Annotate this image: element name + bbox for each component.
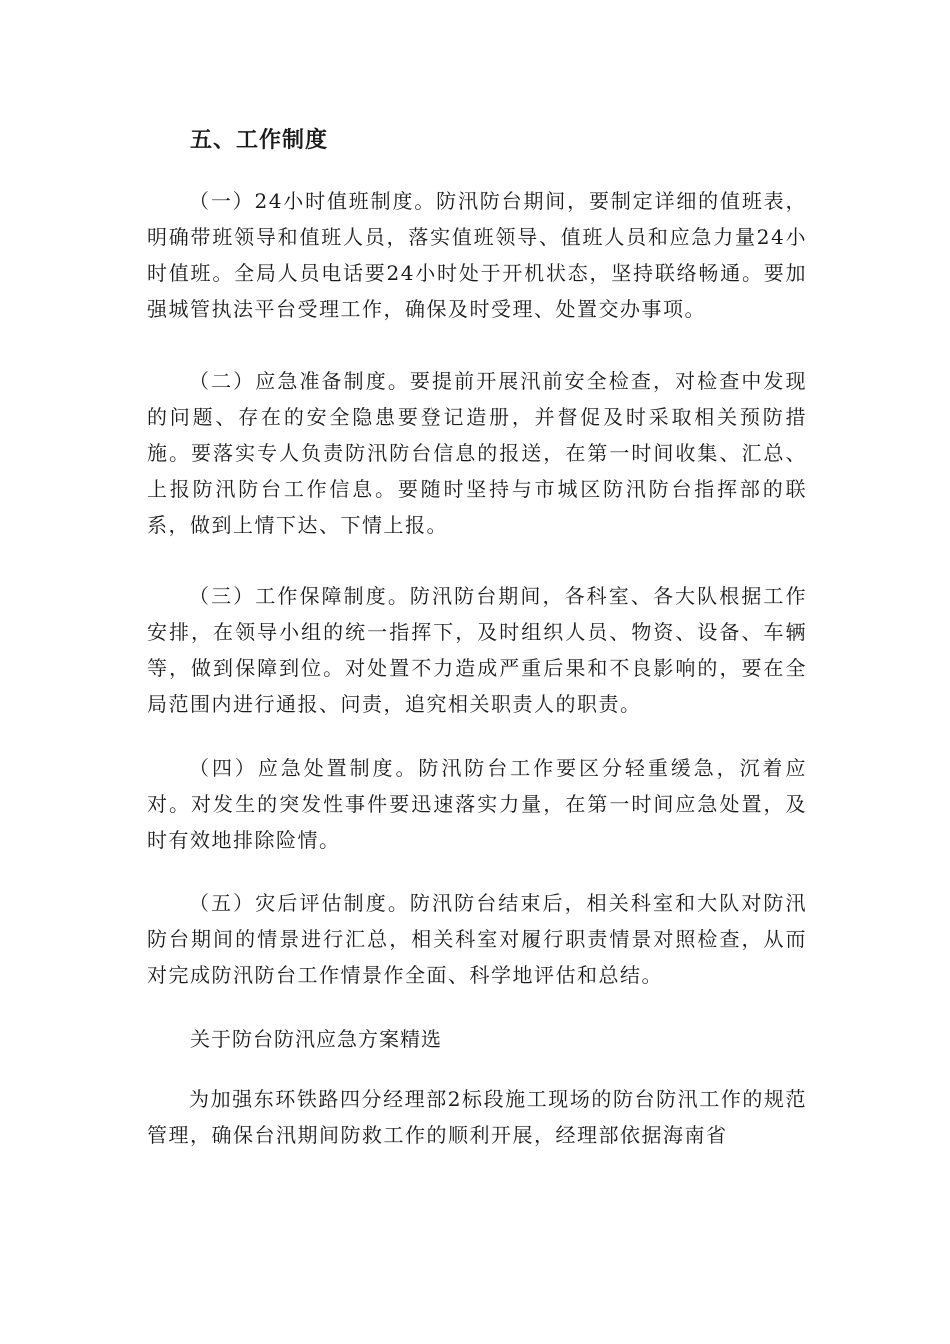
paragraph-post-disaster-assessment: （五）灾后评估制度。防汛防台结束后，相关科室和大队对防汛防台期间的情景进行汇总，相关科室对履行职责情景对照检查，从而对完成防汛防台工作情景作全面、科学地评估和总结。 bbox=[147, 891, 807, 987]
paragraph-intro: 为加强东环铁路四分经理部2标段施工现场的防台防汛工作的规范管理，确保台汛期间防救工作的顺利开展，经理部依据海南省 bbox=[147, 1087, 807, 1147]
paragraph-emergency-preparation: （二）应急准备制度。要提前开展汛前安全检查，对检查中发现的问题、存在的安全隐患要登记造册，并督促及时采取相关预防措施。要落实专人负责防汛防台信息的报送，在第一时间收集、汇总、上报防汛防台工作信息。要随时坚持与市城区防汛防台指挥部的联系，做到上情下达、下情上报。 bbox=[147, 369, 807, 537]
document-subtitle: 关于防台防汛应急方案精选 bbox=[190, 1027, 442, 1051]
paragraph-emergency-handling: （四）应急处置制度。防汛防台工作要区分轻重缓急，沉着应对。对发生的突发性事件要迅速落实力量，在第一时间应急处置，及时有效地排除险情。 bbox=[147, 756, 807, 852]
section-heading: 五、工作制度 bbox=[190, 127, 329, 153]
paragraph-work-guarantee: （三）工作保障制度。防汛防台期间，各科室、各大队根据工作安排，在领导小组的统一指挥下，及时组织人员、物资、设备、车辆等，做到保障到位。对处置不力造成严重后果和不良影响的，要在全局范围内进行通报、问责，追究相关职责人的职责。 bbox=[147, 584, 807, 716]
paragraph-duty-system: （一）24小时值班制度。防汛防台期间，要制定详细的值班表，明确带班领导和值班人员，落实值班领导、值班人员和应急力量24小时值班。全局人员电话要24小时处于开机状态，坚持联络畅通。要加强城管执法平台受理工作，确保及时受理、处置交办事项。 bbox=[147, 189, 807, 321]
